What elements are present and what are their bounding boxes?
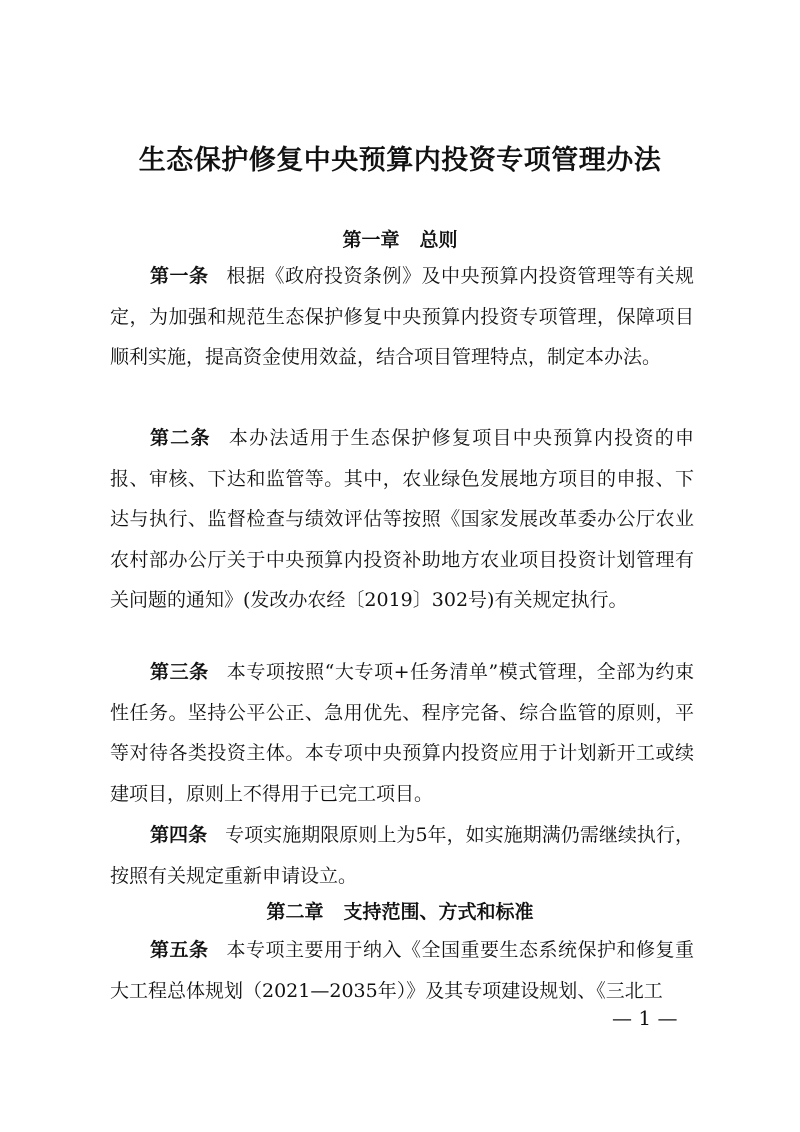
chapter-name: 总则 <box>419 229 458 251</box>
article-text: 本专项主要用于纳入《全国重要生态系统保护和修复重大工程总体规划（2021—2035年）》及其专项建设规划、《三北工 <box>110 939 694 1002</box>
article-label: 第二条 <box>150 427 211 449</box>
page-number: — 1 — <box>612 1006 678 1030</box>
chapter-number: 第一章 <box>342 229 400 251</box>
chapter-number: 第二章 <box>266 901 324 923</box>
article-paragraph <box>110 418 694 621</box>
article-label: 第三条 <box>150 661 209 683</box>
article-label: 第四条 <box>150 824 208 846</box>
document-title: 生态保护修复中央预算内投资专项管理办法 <box>138 145 662 176</box>
article-paragraph <box>110 652 694 814</box>
article-text: 本办法适用于生态保护修复项目中央预算内投资的申报、审核、下达和监管等。其中，农业绿色发展地方项目的申报、下达与执行、监督检查与绩效评估等按照《国家发展改革委办公厅农业农村部办公厅关于中央预算内投资补助地方农业项目投资计划管理有关问题的通知》(发改办农经〔2019〕302号)有关规定执行。 <box>110 427 694 612</box>
article-paragraph <box>110 256 694 378</box>
chapter-heading-2 <box>0 897 800 924</box>
article-text: 专项实施期限原则上为5年，如实施期满仍需继续执行，按照有关规定重新申请设立。 <box>110 824 694 887</box>
article-label: 第五条 <box>150 939 209 961</box>
article-paragraph <box>110 815 694 896</box>
chapter-heading-1 <box>0 225 800 252</box>
article-text: 根据《政府投资条例》及中央预算内投资管理等有关规定，为加强和规范生态保护修复中央预算内投资专项管理，保障项目顺利实施，提高资金使用效益，结合项目管理特点，制定本办法。 <box>110 265 694 369</box>
chapter-name: 支持范围、方式和标准 <box>343 901 534 923</box>
article-label: 第一条 <box>150 265 209 287</box>
article-paragraph <box>110 930 694 1011</box>
article-text: 本专项按照“大专项+任务清单”模式管理，全部为约束性任务。坚持公平公正、急用优先、程序完备、综合监管的原则，平等对待各类投资主体。本专项中央预算内投资应用于计划新开工或续建项目，原则上不得用于已完工项目。 <box>110 661 694 805</box>
